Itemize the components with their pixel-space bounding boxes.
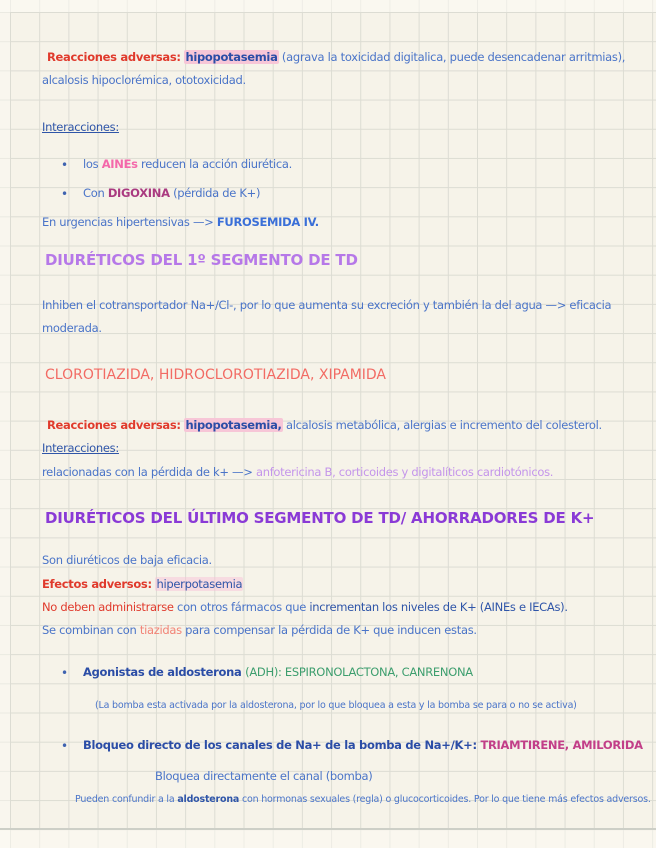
pump-note-text: (La bomba esta activada por la aldosterona, por lo que bloquea a esta y la bomba se para o no se activa)	[95, 700, 577, 711]
interactions-heading-1	[42, 119, 119, 135]
highlighted-term-hipopotasemia: hipopotasemia	[185, 50, 278, 64]
warning-line	[42, 599, 568, 615]
bullet-aines-post: reducen la acción diurética.	[137, 157, 292, 171]
potassium-loss-pre: relacionadas con la pérdida de k+ —>	[42, 465, 256, 479]
page-edge-bottom	[0, 830, 656, 848]
section-heading-segment1-text: DIURÉTICOS DEL 1º SEGMENTO DE TD	[45, 251, 358, 269]
confusion-post: con hormonas sexuales (regla) o glucocorticoides. Por lo que tiene más efectos adversos.	[239, 794, 651, 805]
drug-list-heading-tiazidas-text: CLOROTIAZIDA, HIDROCLOROTIAZIDA, XIPAMIDA	[45, 367, 387, 383]
bloqueo-bold-text: Bloqueo directo de los canales de Na+ de la bomba de Na+/K+:	[83, 738, 481, 752]
adverse-reactions-text-2: alcalosis hipoclorémica, ototoxicidad.	[42, 73, 246, 87]
bullet-icon: •	[61, 158, 69, 172]
combination-post: para compensar la pérdida de K+ que inducen estas.	[181, 623, 477, 637]
adverse-reactions-label: Reacciones adversas:	[47, 50, 185, 64]
combination-pre: Se combinan con	[42, 623, 140, 637]
page-edge-left	[0, 0, 10, 848]
potassium-loss-drugs: anfotericina B, corticoides y digitalíticos cardiotónicos.	[255, 465, 554, 479]
bullet-bloqueo	[83, 737, 643, 753]
pump-note-line	[95, 698, 577, 714]
section-heading-segment1	[45, 252, 358, 268]
section-heading-ahorradores	[45, 510, 594, 526]
bullet-icon: •	[61, 666, 69, 680]
warning-mid-text: con otros fármacos que	[177, 600, 310, 614]
adverse-effects-line	[42, 576, 243, 592]
confusion-note-line	[75, 792, 651, 808]
bullet-digoxina	[83, 185, 260, 201]
page-edge-top	[0, 0, 656, 12]
combination-line	[42, 622, 477, 638]
adverse-reactions-line-1	[47, 49, 625, 65]
potassium-loss-line	[42, 464, 553, 480]
drug-tiazidas: tiazidas	[139, 623, 182, 637]
mechanism-line-2	[42, 320, 102, 336]
drug-triamtirene: TRIAMTIRENE, AMILORIDA	[480, 738, 643, 752]
bullet-aines	[83, 156, 292, 172]
highlighted-term-hipopotasemia-2: hipopotasemia,	[185, 418, 282, 432]
mechanism-text-2: moderada.	[42, 321, 102, 335]
urgencias-pre: En urgencias hipertensivas —>	[42, 215, 217, 229]
adverse-reactions-line-3	[47, 417, 602, 433]
warning-rest-text: incrementan los niveles de K+ (AINEs e IECAs).	[309, 600, 568, 614]
channel-note-text: Bloquea directamente el canal (bomba)	[155, 769, 373, 783]
channel-note-line	[155, 768, 372, 784]
mechanism-text-1: Inhiben el cotransportador Na+/Cl-, por lo que aumenta su excreción y también la del agua —> eficacia	[42, 298, 612, 312]
interactions-label-1: Interacciones:	[42, 120, 119, 134]
urgencias-line	[42, 214, 319, 230]
bullet-digoxina-pre: Con	[83, 186, 108, 200]
agonistas-bold-text: Agonistas de aldosterona	[83, 665, 246, 679]
drug-list-heading-tiazidas	[45, 367, 386, 383]
adverse-reactions-label-2: Reacciones adversas:	[47, 418, 185, 432]
highlighted-term-hiperpotasemia: hiperpotasemia	[156, 577, 243, 591]
bullet-icon: •	[61, 739, 69, 753]
bullet-icon: •	[61, 187, 69, 201]
adverse-reactions-text-3: alcalosis metabólica, alergias e incremento del colesterol.	[282, 418, 602, 432]
drug-espironolactona: (ADH): ESPIRONOLACTONA, CANRENONA	[245, 665, 473, 679]
interactions-heading-2	[42, 440, 119, 456]
adverse-reactions-line-2	[42, 72, 246, 88]
adverse-reactions-text: (agrava la toxicidad digitalica, puede desencadenar arritmias),	[278, 50, 626, 64]
efficacy-text: Son diuréticos de baja eficacia.	[42, 553, 212, 567]
bullet-agonistas	[83, 664, 473, 680]
warning-red-text: No deben administrarse	[42, 600, 178, 614]
interactions-label-2: Interacciones:	[42, 441, 119, 455]
drug-aines: AINEs	[101, 157, 138, 171]
efficacy-line	[42, 552, 212, 568]
bullet-digoxina-post: (pérdida de K+)	[169, 186, 261, 200]
adverse-effects-label: Efectos adversos:	[42, 577, 156, 591]
section-heading-ahorradores-text: DIURÉTICOS DEL ÚLTIMO SEGMENTO DE TD/ AHORRADORES DE K+	[45, 509, 595, 527]
drug-digoxina: DIGOXINA	[107, 186, 170, 200]
confusion-bold-aldosterona: aldosterona	[177, 794, 240, 805]
confusion-pre: Pueden confundir a la	[75, 794, 178, 805]
drug-furosemida: FUROSEMIDA IV.	[216, 215, 319, 229]
bullet-aines-pre: los	[83, 157, 102, 171]
mechanism-line-1	[42, 297, 611, 313]
